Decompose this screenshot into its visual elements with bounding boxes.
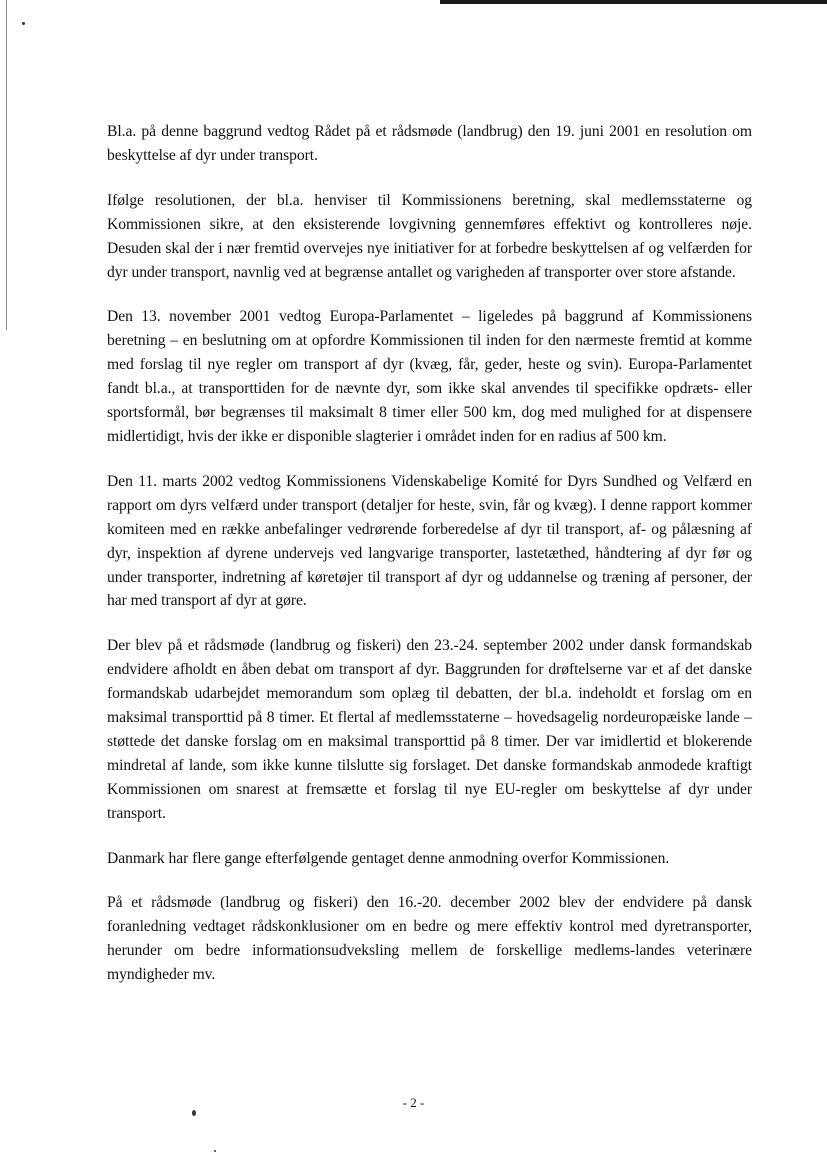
paragraph: Den 13. november 2001 vedtog Europa-Parlamentet – ligeledes på baggrund af Kommissionens beretning – en beslutning om at opfordre Kommissionen til inden for den nærmeste fremtid at komme med forslag til nye regler om transport af dyr (kvæg, får, geder, heste og svin). Europa-Parlamentet fandt bl.a., at transporttiden for de nævnte dyr, som ikke skal anvendes til specifikke opdræts- eller sportsformål, bør begrænses til maksimalt 8 timer eller 500 km, dog med mulighed for at dispensere midlertidigt, hvis der ikke er disponible slagterier i området inden for en radius af 500 km.	[107, 308, 752, 445]
paragraph: Bl.a. på denne baggrund vedtog Rådet på et rådsmøde (landbrug) den 19. juni 2001 en resolution om beskyttelse af dyr under transport.	[107, 123, 752, 164]
scan-speck	[214, 1150, 216, 1152]
scan-border-line	[440, 0, 827, 4]
paragraph: Den 11. marts 2002 vedtog Kommissionens Videnskabelige Komité for Dyrs Sundhed og Velfærd en rapport om dyrs velfærd under transport (detaljer for heste, svin, får og kvæg). I denne rapport kommer komiteen med en række anbefalinger vedrørende forberedelse af dyr til transport, af- og pålæsning af dyr, inspektion af dyrene undervejs ved langvarige transporter, lastetæthed, håndtering af dyr før og under transporter, indretning af køretøjer til transport af dyr og uddannelse og træning af personer, der har med transport af dyr at gøre.	[107, 472, 752, 610]
paragraph: Der blev på et rådsmøde (landbrug og fiskeri) den 23.-24. september 2002 under dansk formandskab endvidere afholdt en åben debat om transport af dyr. Baggrunden for drøftelserne var et af det danske formandskab udarbejdet memorandum som oplæg til debatten, der bl.a. indeholdt et forslag om en maksimal transporttid på 8 timer. Et flertal af medlemsstaterne – hovedsagelig nordeuropæiske lande – støttede det danske forslag om en maksimal transporttid på 8 timer. Der var imidlertid et blokerende mindretal af lande, som ikke kunne tilslutte sig forslaget. Det danske formandskab anmodede kraftigt Kommissionen om snarest at fremsætte et forslag til nye EU-regler om beskyttelse af dyr under transport.	[107, 637, 752, 822]
page-number: - 2 -	[402, 1095, 425, 1110]
document-body	[107, 120, 752, 1008]
scan-edge-mark	[6, 0, 7, 330]
paragraph: Danmark har flere gange efterfølgende gentaget denne anmodning overfor Kommissionen.	[107, 849, 670, 867]
paragraph: På et rådsmøde (landbrug og fiskeri) den 16.-20. december 2002 blev der endvidere på dansk foranledning vedtaget rådskonklusioner om en bedre og mere effektiv kontrol med dyretransporter, herunder om bedre informationsudveksling mellem de forskellige medlems-landes veterinære myndigheder mv.	[107, 894, 752, 984]
scan-speck	[22, 22, 25, 25]
paragraph: Ifølge resolutionen, der bl.a. henviser til Kommissionens beretning, skal medlemsstaterne og Kommissionen sikre, at den eksisterende lovgivning gennemføres effektivt og kontrolleres nøje. Desuden skal der i nær fremtid overvejes nye initiativer for at forbedre beskyttelsen af og velfærden for dyr under transport, navnlig ved at begrænse antallet og varigheden af transporter over store afstande.	[107, 191, 752, 281]
